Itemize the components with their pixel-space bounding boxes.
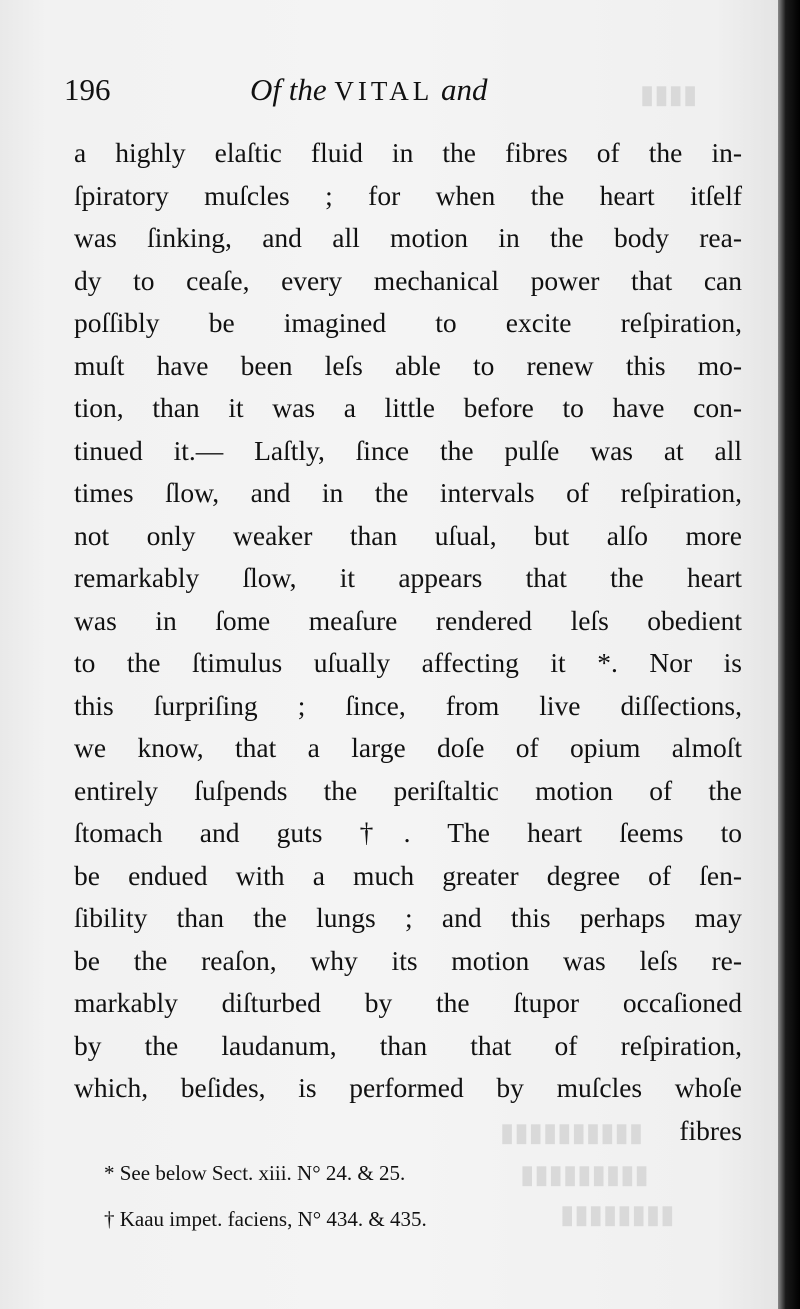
show-through-decoration: ▮▮▮▮▮▮▮▮	[560, 1200, 675, 1229]
running-head-prefix: Of the	[250, 72, 327, 107]
text-line: dy to ceaſe, every mechanical power that can	[74, 264, 742, 296]
text-line: by the laudanum, than that of reſpiration,	[74, 1029, 742, 1061]
body-text	[74, 132, 742, 1152]
text-line: poſſibly be imagined to excite reſpiration,	[74, 307, 742, 338]
text-line: tinued it.— Laſtly, ſince the pulſe was at all	[74, 434, 742, 466]
footnotes	[104, 1150, 664, 1242]
text-line: was in ſome meaſure rendered leſs obedient	[74, 604, 742, 636]
footnote: † Kaau impet. faciens, N° 434. & 435.	[104, 1207, 427, 1231]
text-line: which, beſides, is performed by muſcles whoſe	[74, 1072, 742, 1103]
text-line: to the ſtimulus uſually affecting it *. Nor is	[74, 647, 742, 678]
catchword: fibres	[679, 1114, 742, 1146]
running-head-suffix: and	[440, 72, 488, 107]
text-line: muſt have been leſs able to renew this mo-	[74, 349, 742, 381]
footnote: * See below Sect. xiii. N° 24. & 25.	[104, 1161, 406, 1185]
text-line: we know, that a large doſe of opium almoſt	[74, 732, 742, 763]
text-line: ſtomach and guts †. The heart ſeems to	[74, 817, 742, 848]
text-line: times ſlow, and in the intervals of reſpiration,	[74, 477, 742, 508]
text-line: be the reaſon, why its motion was leſs re-	[74, 944, 742, 976]
text-line: be endued with a much greater degree of ſen-	[74, 859, 742, 891]
text-line: tion, than it was a little before to have con-	[74, 392, 742, 423]
page-number: 196	[64, 72, 111, 107]
text-line: not only weaker than uſual, but alſo more	[74, 519, 742, 551]
page-edge-shadow	[778, 0, 800, 1309]
page-header	[64, 72, 584, 112]
text-line: markably diſturbed by the ſtupor occaſioned	[74, 987, 742, 1018]
text-line: entirely ſuſpends the periſtaltic motion of the	[74, 774, 742, 806]
show-through-decoration: ▮▮▮▮▮▮▮▮▮▮	[500, 1118, 644, 1147]
show-through-decoration: ▮▮▮▮	[640, 80, 698, 109]
show-through-decoration: ▮▮▮▮▮▮▮▮▮	[520, 1160, 649, 1189]
text-line: remarkably ſlow, it appears that the heart	[74, 562, 742, 593]
running-head-smallcaps: VITAL	[334, 76, 434, 106]
text-line: a highly elaſtic fluid in the fibres of the in-	[74, 137, 742, 168]
text-line: this ſurpriſing ; ſince, from live diſſections,	[74, 689, 742, 721]
text-line: ſpiratory muſcles ; for when the heart itſelf	[74, 179, 742, 211]
running-head	[250, 72, 487, 108]
text-line: was ſinking, and all motion in the body rea-	[74, 222, 742, 253]
text-line: ſibility than the lungs ; and this perhaps may	[74, 902, 742, 933]
